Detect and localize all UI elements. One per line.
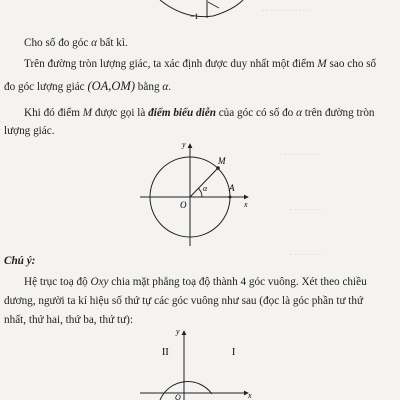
quadrant-I-label: I [232,347,236,358]
label-A: A [229,183,235,193]
quadrant-figure [120,328,290,400]
label-M: M [218,156,226,166]
y-axis-label: y [182,140,186,149]
top-circle-figure [0,0,400,24]
textbook-page: - - - - - - - - - - - - - - - - - - - - - - - - - - - - - - - - - - - - - - −1 Cho số đo góc α bất kì. Trên đường tròn lượng giác, ta xác định được duy nhất một điểm M sao cho số đo góc lượng giác (OA,OM) bằng α. Khi đó điểm M được gọi là điểm biểu diễn của góc có số đo α trên đường tròn lượng giác. y x M A O α Chú ý: Hệ trục toạ độ Oxy chia mặt phẳng toạ độ thành 4 góc vuông. Xét theo chiều dương, người ta kí hiệu số thứ tự các góc vuông như sau (đọc là góc phần tư thứ nhất, thứ hai, thứ ba, thứ tư): y x O II I [0,0,400,400]
note-line2: dương, người ta kí hiệu số thứ tự các góc vuông như sau (đọc là góc phần tư thứ [4,295,364,307]
x-axis-label: x [248,391,252,400]
paragraph-definition-line2: đo góc lượng giác (OA,OM) bằng α. [4,79,172,93]
note-line3: nhất, thứ hai, thứ ba, thứ tư): [4,314,133,326]
paragraph-representation-line2: lượng giác. [4,125,55,137]
label-O: O [175,393,181,400]
paragraph-representation-line1: Khi đó điểm M được gọi là điểm biểu diễn của góc có số đo α trên đường tròn [24,107,375,119]
note-line1: Hệ trục toạ độ Oxy chia mặt phẳng toạ độ thành 4 góc vuông. Xét theo chiều [24,276,367,288]
point-A [229,196,232,199]
quadrant-II-label: II [162,347,169,358]
paragraph-definition-line1: Trên đường tròn lượng giác, ta xác định được duy nhất một điểm M sao cho số [24,58,377,70]
note-heading: Chú ý: [4,255,36,267]
label-O: O [180,200,187,210]
y-axis-label: y [176,328,180,336]
unit-circle-figure [140,138,270,250]
point-M [216,166,220,170]
paragraph-given-angle: Cho số đo góc α bất kì. [24,37,128,49]
x-axis-label: x [244,200,248,209]
label-alpha: α [203,184,208,193]
tick-minus-one: −1 [190,12,199,21]
